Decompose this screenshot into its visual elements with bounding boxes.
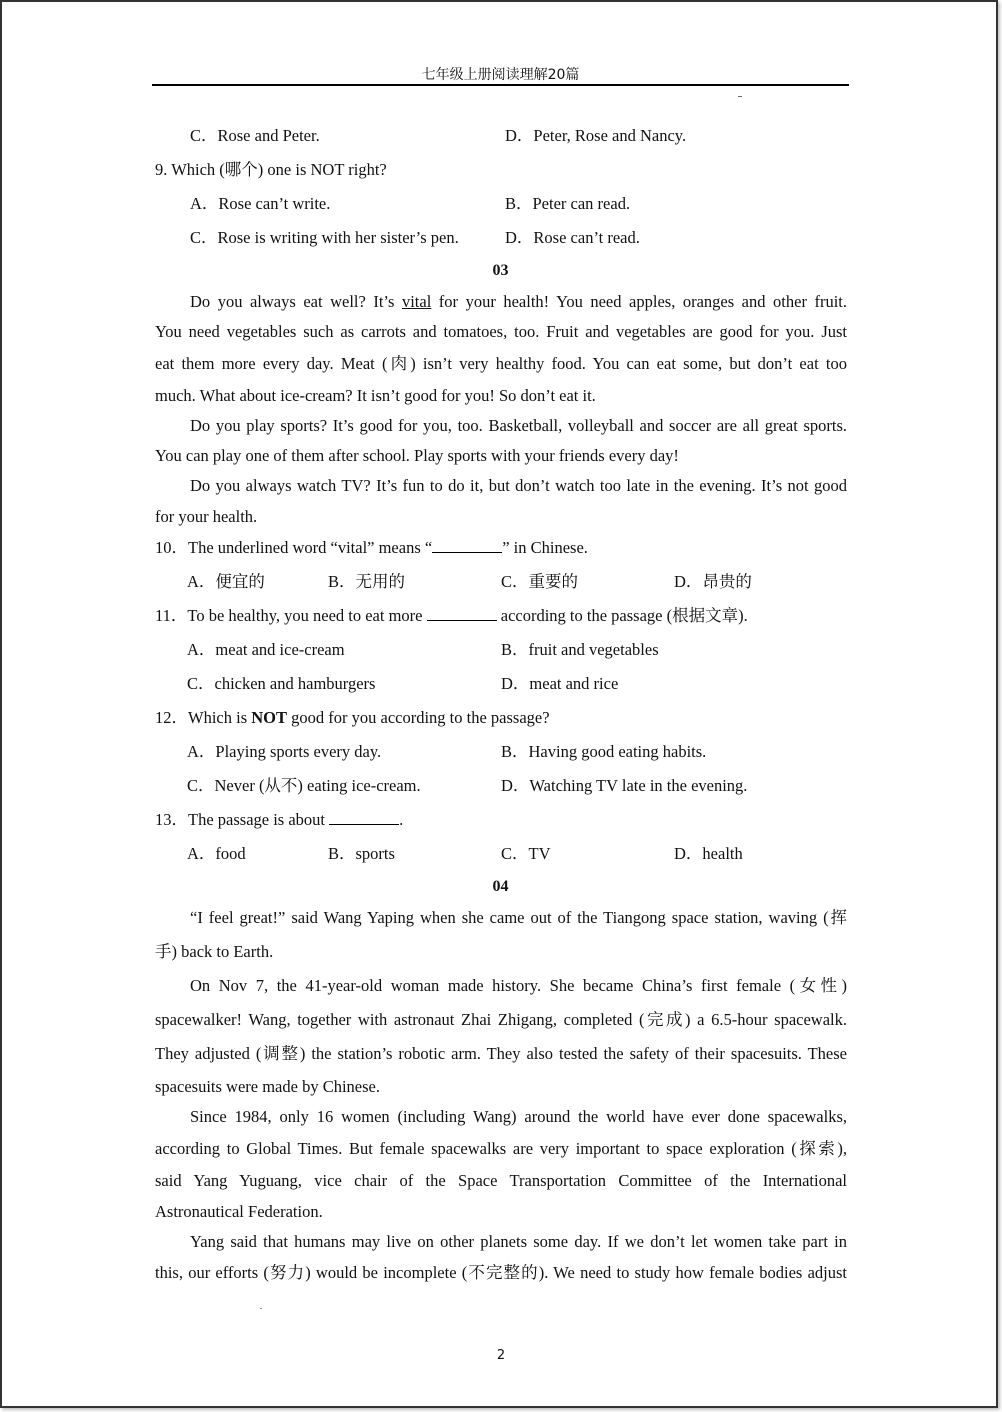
q11-option-c: C．chicken and hamburgers xyxy=(187,674,376,693)
passage-04-p2-line3: They adjusted (调整) the station’s robotic arm. They also tested the safety of their spacesuits. These xyxy=(155,1044,847,1063)
passage-04-p1-line1: “I feel great!” said Wang Yaping when she came out of the Tiangong space station, waving (挥 xyxy=(190,908,847,927)
q10-option-d: D．昂贵的 xyxy=(674,572,752,591)
header-rule xyxy=(152,84,849,86)
passage-04-p3-line2: according to Global Times. But female spacewalks are very important to space exploration (探索), xyxy=(155,1139,847,1158)
passage-03-p3-line1: Do you always watch TV? It’s fun to do it, but don’t watch too late in the evening. It’s not good xyxy=(190,476,847,495)
passage-04-p4-line2: this, our efforts (努力) would be incomplete (不完整的). We need to study how female bodies adjust xyxy=(155,1263,847,1282)
q13-option-a: A．food xyxy=(187,844,246,863)
q12-option-d: D．Watching TV late in the evening. xyxy=(501,776,748,795)
passage-04-p1-line2: 手) back to Earth. xyxy=(155,942,274,961)
q11-stem: 11．To be healthy, you need to eat more according to the passage (根据文章). xyxy=(155,606,748,625)
q8-option-c: C．Rose and Peter. xyxy=(190,126,320,145)
page-number: 2 xyxy=(496,1348,506,1363)
passage-03-p1-line3: eat them more every day. Meat (肉) isn’t very healthy food. You can eat some, but don’t eat too xyxy=(155,354,847,373)
underlined-word-vital: vital xyxy=(401,292,432,311)
stray-mark xyxy=(260,1308,262,1309)
answer-blank xyxy=(427,606,497,621)
passage-03-p3-line2: for your health. xyxy=(155,507,258,526)
passage-03-p2-line1: Do you play sports? It’s good for you, too. Basketball, volleyball and soccer are all great sports. xyxy=(190,416,847,435)
q9-option-c: C．Rose is writing with her sister’s pen. xyxy=(190,228,459,247)
q9-stem: 9. Which (哪个) one is NOT right? xyxy=(155,160,387,179)
q10-stem: 10．The underlined word “vital” means “ ” in Chinese. xyxy=(155,538,588,557)
passage-04-p3-line4: Astronautical Federation. xyxy=(155,1202,323,1221)
passage-03-p1-line1: Do you always eat well? It’s vital for your health! You need apples, oranges and other fruit. xyxy=(190,292,847,311)
passage-04-p3-line1: Since 1984, only 16 women (including Wang) around the world have ever done spacewalks, xyxy=(190,1107,847,1126)
answer-blank xyxy=(329,810,399,825)
q12-option-c: C．Never (从不) eating ice-cream. xyxy=(187,776,421,795)
q9-option-b: B．Peter can read. xyxy=(505,194,631,213)
q12-stem: 12．Which is NOT good for you according to the passage? xyxy=(155,708,550,727)
section-04-title: 04 xyxy=(492,878,509,895)
passage-03-p1-line4: much. What about ice-cream? It isn’t good for you! So don’t eat it. xyxy=(155,386,596,405)
q13-option-c: C．TV xyxy=(501,844,551,863)
passage-04-p2-line1: On Nov 7, the 41-year-old woman made history. She became China’s first female (女性) xyxy=(190,976,847,995)
q13-option-b: B．sports xyxy=(328,844,395,863)
q11-option-a: A．meat and ice-cream xyxy=(187,640,345,659)
passage-04-p4-line1: Yang said that humans may live on other planets some day. If we don’t let women take part in xyxy=(190,1232,847,1251)
passage-04-p3-line3: said Yang Yuguang, vice chair of the Space Transportation Committee of the International xyxy=(155,1171,847,1190)
section-03-title: 03 xyxy=(492,262,509,279)
q11-option-d: D．meat and rice xyxy=(501,674,619,693)
q13-option-d: D．health xyxy=(674,844,743,863)
q8-option-d: D．Peter, Rose and Nancy. xyxy=(505,126,687,145)
q13-stem: 13．The passage is about . xyxy=(155,810,404,829)
passage-04-p2-line4: spacesuits were made by Chinese. xyxy=(155,1077,380,1096)
q10-option-c: C．重要的 xyxy=(501,572,579,591)
passage-03-p2-line2: You can play one of them after school. Play sports with your friends every day! xyxy=(155,446,679,465)
q11-option-b: B．fruit and vegetables xyxy=(501,640,659,659)
q10-option-b: B．无用的 xyxy=(328,572,406,591)
q12-option-a: A．Playing sports every day. xyxy=(187,742,382,761)
q9-option-d: D．Rose can’t read. xyxy=(505,228,640,247)
passage-04-p2-line2: spacewalker! Wang, together with astronaut Zhai Zhigang, completed (完成) a 6.5-hour spacewalk. xyxy=(155,1010,847,1029)
q9-option-a: A．Rose can’t write. xyxy=(190,194,331,213)
q10-option-a: A．便宜的 xyxy=(187,572,265,591)
q12-option-b: B．Having good eating habits. xyxy=(501,742,707,761)
passage-03-p1-line2: You need vegetables such as carrots and tomatoes, too. Fruit and vegetables are good for you. Just xyxy=(155,322,847,341)
answer-blank xyxy=(432,538,502,553)
stray-mark xyxy=(738,96,742,97)
page-header-title: 七年级上册阅读理解20篇 xyxy=(421,67,580,83)
